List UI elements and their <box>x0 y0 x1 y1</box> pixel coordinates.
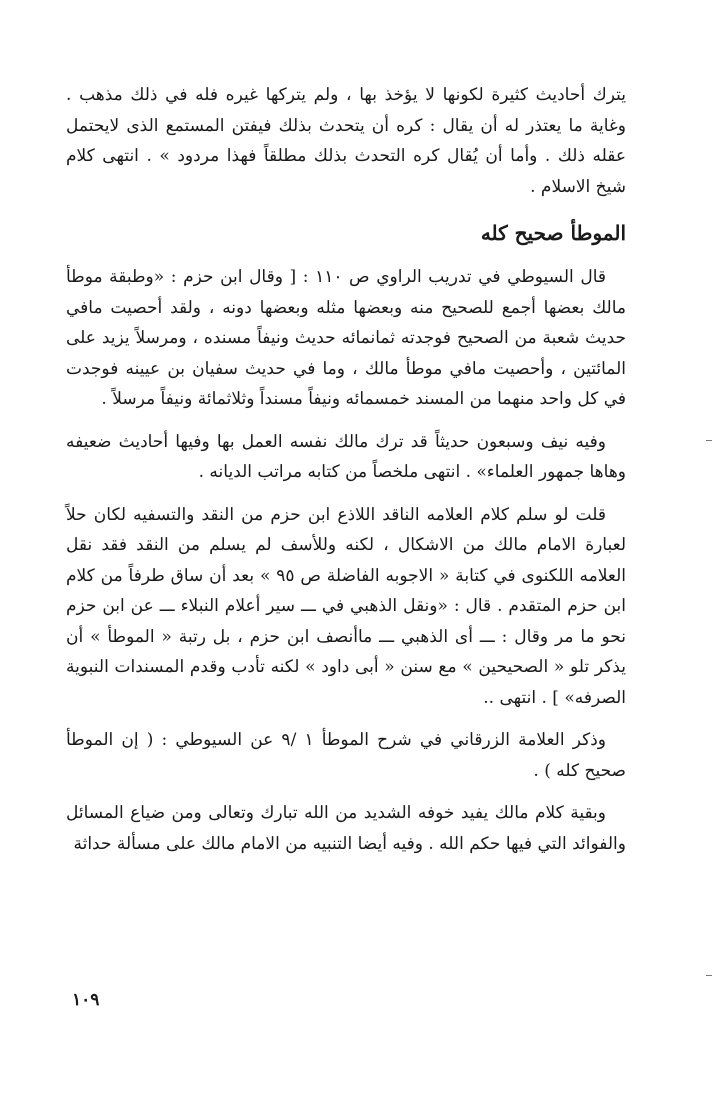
spacer <box>66 415 626 427</box>
spacer <box>66 786 626 798</box>
zurqani-paragraph: وذكر العلامة الزرقاني في شرح الموطأ ١ /٩ عن السيوطي : ( إن الموطأ صحيح كله ) . <box>66 730 626 781</box>
page-body <box>66 80 626 859</box>
nayf-paragraph: وفيه نيف وسبعون حديثاً قد ترك مالك نفسه العمل بها وفيها أحاديث ضعيفه وهاها جمهور العلماء» . انتهى ملخصاً من كتابه مراتب الديانه . <box>66 431 626 482</box>
page-number: ١٠٩ <box>72 990 100 1010</box>
suyuti-paragraph: قال السيوطي في تدريب الراوي ص ١١٠ : [ وقال ابن حزم : «وطبقة موطأ مالك بعضها أجمع للصحيح منه وبعضها مثله وبعضها دونه ، ولقد أحصيت مافي حديث شعبة من الصحيح فوجدته ثمانمائه حديث ونيفاً مسنده ، ومرسلاً يزيد على المائتين ، وأحصيت مافي موطأ مالك ، وما في حديث سفيان بن عيينه فوجدت في كل واحد منهما من المسند خمسمائه ونيفاً مسنداً وثلاثمائة ونيفاً مرسلاً . <box>66 267 626 409</box>
spacer <box>66 713 626 725</box>
qultu-paragraph: قلت لو سلم كلام العلامه الناقد اللاذع ابن حزم من النقد والتسفيه لكان حلاً لعبارة الامام مالك من الاشكال ، لكنه وللأسف لم يسلم من النقد فقد نقل العلامه اللكنوى في كتابة « الاجوبه الفاضلة ص ٩٥ » بعد أن ساق طرفاً من كلام ابن حزم المتقدم . قال : «ونقل الذهبي في ـــ سير أعلام النبلاء ـــ عن ابن حزم نحو ما مر وقال : ـــ أى الذهبي ـــ ماأنصف ابن حزم ، بل رتبة « الموطأ » أن يذكر تلو « الصحيحين » مع سنن « أبى داود » لكنه تأدب وقدم المسندات النبوية الصرفه» ] . انتهى .. <box>66 504 626 708</box>
intro-paragraph: يترك أحاديث كثيرة لكونها لا يؤخذ بها ، ولم يتركها غيره فله في ذلك مذهب . وغاية ما يعتذر له أن يقال : كره أن يتحدث بذلك فيفتن المستمع الذى لايحتمل عقله ذلك . وأما أن يُقال كره التحدث بذلك مطلقاً فهذا مردود » . انتهى كلام شيخ الاسلام . <box>66 85 626 197</box>
scan-edge-mark <box>706 440 712 441</box>
spacer <box>66 488 626 500</box>
scan-edge-mark <box>706 975 712 976</box>
baqiyya-paragraph: وبقية كلام مالك يفيد خوفه الشديد من الله تبارك وتعالى ومن ضياع المسائل والفوائد التي فيها حكم الله . وفيه أيضا التنبيه من الامام مالك على مسألة حداثة <box>66 803 626 854</box>
spacer <box>66 202 626 214</box>
section-heading: الموطأ صحيح كله <box>480 221 626 245</box>
